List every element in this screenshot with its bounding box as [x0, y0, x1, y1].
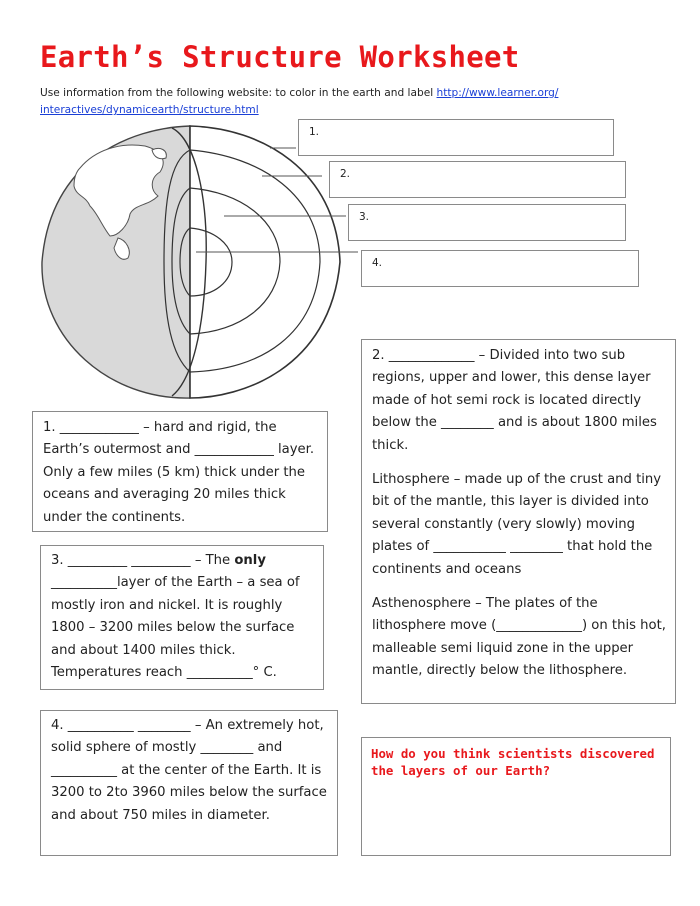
label-box-3[interactable]: [348, 204, 626, 241]
inner-core-description-box: [40, 710, 338, 856]
outer-core-description-box: [40, 545, 324, 690]
label-number: 4.: [372, 257, 383, 269]
question-box[interactable]: [361, 737, 671, 856]
mantle-description-box: [361, 339, 676, 704]
resource-link[interactable]: http://www.learner.org/: [436, 87, 559, 99]
instructions-text: Use information from the following website: to color in the earth and label: [40, 87, 437, 99]
resource-link-continued[interactable]: interactives/dynamicearth/structure.html: [40, 104, 259, 116]
crust-description-box: [32, 411, 328, 532]
label-box-1[interactable]: [298, 119, 614, 156]
lithosphere-text: Lithosphere – made up of the crust and tiny bit of the mantle, this layer is divided into several constantly (very slowly) moving plates of ___________ ________ that hold the continents and oceans: [372, 472, 662, 577]
label-box-2[interactable]: [329, 161, 626, 198]
mantle-text: 2. _____________ – Divided into two sub regions, upper and lower, this dense layer made of hot semi rock is located directly below the ________ and is about 1800 miles thick.: [372, 348, 657, 453]
label-number: 3.: [359, 211, 370, 223]
crust-text: 1. ____________ – hard and rigid, the Earth’s outermost and ____________ layer. Only a few miles (5 km) thick under the oceans and averaging 20 miles thick under the continents.: [43, 420, 315, 525]
label-number: 2.: [340, 168, 351, 180]
label-box-4[interactable]: [361, 250, 639, 287]
discussion-question: How do you think scientists discovered the layers of our Earth?: [371, 746, 655, 778]
page-title: Earth’s Structure Worksheet: [40, 40, 520, 74]
cross-section-face: [190, 126, 340, 398]
label-number: 1.: [309, 126, 320, 138]
inner-core-text: 4. __________ ________ – An extremely hot, solid sphere of mostly ________ and __________ at the center of the Earth. It is 3200 to 2to 3960 miles below the surface and about 750 miles in diameter.: [51, 718, 327, 823]
outer-core-text: 3. _________ _________ – The only __________layer of the Earth – a sea of mostly iron and nickel. It is roughly 1800 – 3200 miles below the surface and about 1400 miles thick. Temperatures reach __________° C.: [51, 553, 300, 681]
asthenosphere-text: Asthenosphere – The plates of the lithosphere move (_____________) on this hot, malleable semi liquid zone in the upper mantle, directly below the lithosphere.: [372, 596, 666, 679]
